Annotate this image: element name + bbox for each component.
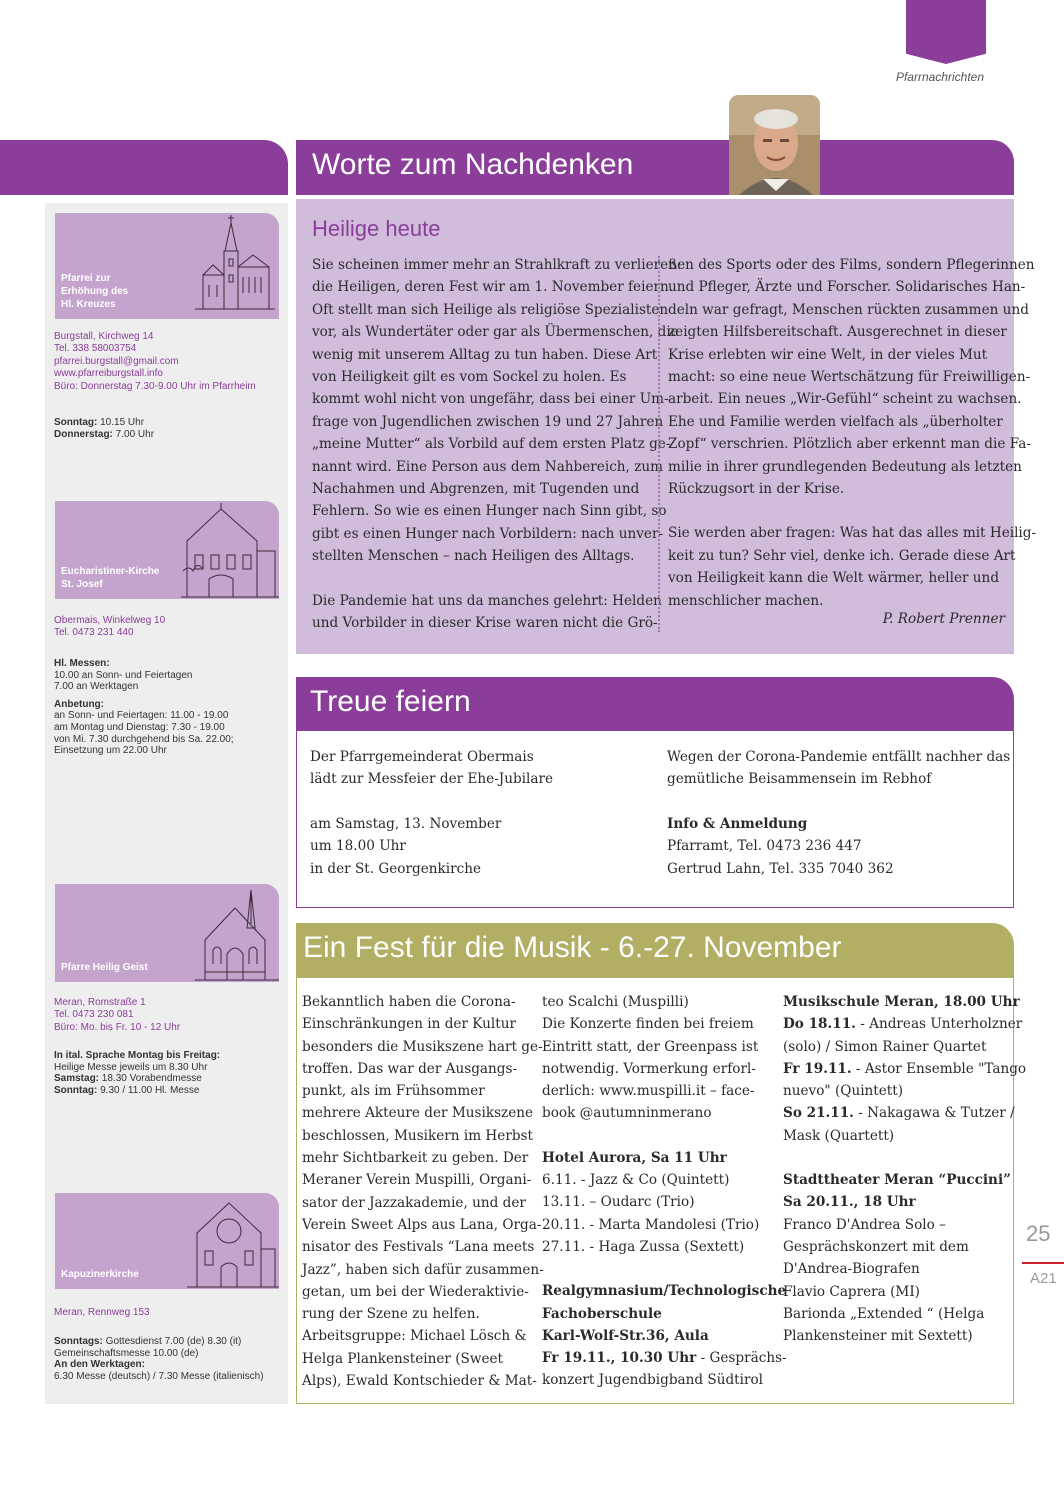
fest-line: Hotel Aurora, Sa 11 Uhr (542, 1149, 727, 1166)
treue-title: Treue feiern (310, 685, 471, 718)
column-divider (658, 256, 660, 632)
section-tab (906, 0, 986, 64)
worte-column-2: ßen des Sports oder des Films, sondern Pflegerinnen und Pfleger, Ärzte und Forscher. Solidarisches Han- deln war gefragt, Menschen rückten zusammen und zeigten Hilfsbereitschaft. Ausgerechnet in dieser Krise erlebten wir eine Welt, in der vieles Mut macht: so eine neue Wertschätzung für Freiwilligen- arbeit. Ein neues „Wir-Gefühl“ scheint zu wachsen. Ehe und Familie werden vielfach als „überholter Zopf“ verschrien. Plötzlich aber erkennt man die Fa- milie in ihrer grundlegenden Bedeutung als letzten Rückzugsort in der Krise. Sie werden aber fragen: Was hat das alles mit Heilig- keit zu tun? Sehr viel, denke ich. Gerade diese Art von Heiligkeit kann die Welt wärmer, heller und menschlicher machen. (668, 257, 1037, 609)
fest-column-3 (783, 991, 1026, 1347)
fest-line: Fr 19.11. - Astor Ensemble "Tango (783, 1060, 1027, 1077)
fest-line: Musikschule Meran, 18.00 Uhr (783, 994, 1020, 1010)
fest-line (542, 1125, 787, 1147)
gothic-church-icon (195, 884, 279, 982)
fest-line: Fachoberschule (542, 1305, 662, 1322)
fest-line (542, 1258, 787, 1280)
section-label: Pfarrnachrichten (895, 70, 984, 84)
fest-line: Flavio Caprera (MI) (783, 1283, 920, 1300)
fest-line (783, 1147, 1026, 1169)
church-name-josef: Eucharistiner-Kirche St. Josef (61, 566, 160, 590)
church-address-kapuziner: Meran, Rennweg 153 (54, 1307, 150, 1318)
fest-line: derlich: www.muspilli.it – face- (542, 1083, 755, 1100)
fest-line: Stadttheater Meran “Puccini” (783, 1172, 1011, 1189)
fest-column-2 (542, 991, 787, 1392)
fest-line: 20.11. - Marta Mandolesi (Trio) (542, 1216, 760, 1233)
portrait-image-icon (729, 95, 820, 195)
church-name-kapuziner: Kapuzinerkirche (61, 1269, 139, 1280)
church-address-kreuz: Burgstall, Kirchweg 14 Tel. 338 58003754 pfarrei.burgstall@gmail.com www.pfarreiburgstall.info Büro: Donnerstag 7.30-9.00 Uhr im Pfarrheim (54, 331, 256, 392)
fest-line: konzert Jugendbigband Südtirol (542, 1372, 764, 1389)
worte-column-1: Sie scheinen immer mehr an Strahlkraft zu verlieren: die Heiligen, deren Fest wir am 1. November feiern. Oft stellt man sich Heilige als religiöse Spezialisten vor, als Wundertäter oder gar als Übermenschen, die wenig mit unserem Alltag zu tun haben. Diese Art von Heiligkeit gilt es vom Sockel zu holen. Es kommt wohl nicht von ungefähr, dass bei einer Um- frage von Jugendlichen zwischen 19 und 27 Jahren „meine Mutter“ als Vorbild auf dem ersten Platz ge- nannt wird. Eine Person aus dem Nahbereich, zum Nachahmen und Abgrenzen, mit Tugenden und Fehlern. So wie es einen Hunger nach Sinn gibt, so gibt es einen Hunger nach Vorbildern: nach unver- stellten Menschen – nach Heiligen des Alltags. Die Pandemie hat uns da manches gelehrt: Helden und Vorbilder in dieser Krise waren nicht die Grö- (312, 257, 682, 632)
worte-subtitle: Heilige heute (312, 216, 441, 241)
fest-line: D'Andrea-Biografen (783, 1261, 920, 1278)
church-card-kreuz (55, 213, 279, 319)
author-portrait (729, 95, 820, 195)
mass-times-kapuziner: Sonntags: Gottesdienst 7.00 (de) 8.30 (it) Gemeinschaftsmesse 10.00 (de) An den Werktagen: 6.30 Messe (deutsch) / 7.30 Messe (italienisch) (54, 1336, 264, 1382)
sidebar-header-bar (0, 140, 288, 195)
church-hall-icon (181, 501, 279, 599)
worte-title: Worte zum Nachdenken (312, 148, 634, 181)
church-card-heilig-geist (55, 884, 279, 982)
treue-right-text: Wegen der Corona-Pandemie entfällt nachher das gemütliche Beisammensein im Rebhof Info & Anmeldung Pfarramt, Tel. 0473 236 447 Gertrud Lahn, Tel. 335 7040 362 (667, 749, 1011, 877)
mass-times-josef: Hl. Messen: 10.00 an Sonn- und Feiertagen 7.00 an Werktagen Anbetung: an Sonn- und Feiertagen: 11.00 - 19.00 am Montag und Dienstag: 7.30 - 19.00 von Mi. 7.30 durchgehend bis Sa. 22.00; Einsetzung um 22.00 Uhr (54, 658, 234, 757)
church-address-josef: Obermais, Winkelweg 10 Tel. 0473 231 440 (54, 615, 166, 639)
fest-line: teo Scalchi (Muspilli) (542, 994, 689, 1010)
church-name-kreuz: Pfarrei zur Erhöhung des Hl. Kreuzes (61, 273, 129, 310)
fest-line: So 21.11. - Nakagawa & Tutzer / (783, 1105, 1015, 1122)
church-sidebar (45, 203, 288, 1404)
mass-times-heilig-geist: In ital. Sprache Montag bis Freitag: Heilige Messe jeweils um 8.30 Uhr Samstag: 18.30 Vorabendmesse Sonntag: 9.30 / 11.00 Hl. Messe (54, 1050, 221, 1096)
page-number-rule (1022, 1262, 1064, 1264)
fest-line: (solo) / Simon Rainer Quartet (783, 1038, 987, 1055)
monastery-church-icon (187, 1193, 279, 1289)
mass-times-kreuz: Sonntag: 10.15 Uhr Donnerstag: 7.00 Uhr (54, 417, 155, 440)
church-address-heilig-geist: Meran, Romstraße 1 Tel. 0473 230 081 Büro: Mo. bis Fr. 10 - 12 Uhr (54, 997, 181, 1033)
website-link[interactable]: www.pfarreiburgstall.info (54, 368, 163, 380)
fest-line: Eintritt statt, der Greenpass ist (542, 1038, 759, 1055)
fest-line: book @autumninmerano (542, 1105, 712, 1122)
fest-column-1: Bekanntlich haben die Corona- Einschränkungen in der Kultur besonders die Musikszene hart ge- troffen. Das war der Ausgangs- punkt, als im Frühsommer mehrere Akteure der Musikszene beschlossen, Musikern im Herbst mehr Sichtbarkeit zu geben. Der Meraner Verein Muspilli, Organi- sator der Jazzakademie, und der Verein Sweet Alps aus Lana, Orga- nisator des Festivals “Lana meets Jazz”, haben sich dafür zusammen- getan, um bei der Wiederaktivie- rung der Szene zu helfen. Arbeitsgruppe: Michael Lösch & Helga Plankensteiner (Sweet Alps), Ewald Kontschieder & Mat- (302, 994, 544, 1390)
fest-line: Die Konzerte finden bei freiem (542, 1016, 754, 1033)
fest-line: 27.11. - Haga Zussa (Sextett) (542, 1238, 745, 1255)
church-name-heilig-geist: Pfarre Heilig Geist (61, 962, 148, 973)
article-author: P. Robert Prenner (882, 611, 1005, 627)
page-number: 25 (1026, 1221, 1051, 1246)
fest-line: Plankensteiner mit Sextett) (783, 1328, 973, 1345)
fest-line: Franco D'Andrea Solo – (783, 1216, 946, 1233)
fest-line: Fr 19.11., 10.30 Uhr - Gesprächs- (542, 1350, 787, 1367)
church-card-kapuziner (55, 1193, 279, 1289)
treue-left-text: Der Pfarrgemeinderat Obermais lädt zur Messfeier der Ehe-Jubilare am Samstag, 13. November um 18.00 Uhr in der St. Georgenkirche (310, 749, 554, 877)
page-code: A21 (1030, 1270, 1057, 1287)
fest-line: 6.11. - Jazz & Co (Quintett) (542, 1172, 730, 1189)
fest-line: Sa 20.11., 18 Uhr (783, 1194, 916, 1211)
email-link[interactable]: pfarrei.burgstall@gmail.com (54, 355, 179, 367)
fest-line: nuevo" (Quintett) (783, 1083, 904, 1100)
fest-line: Mask (Quartett) (783, 1127, 895, 1144)
fest-line: Realgymnasium/Technologische (542, 1283, 787, 1300)
fest-line: Gesprächskonzert mit dem (783, 1238, 969, 1255)
info-label: Info & Anmeldung (667, 815, 808, 832)
fest-line: Karl-Wolf-Str.36, Aula (542, 1327, 709, 1344)
fest-title: Ein Fest für die Musik - 6.-27. November (303, 931, 842, 964)
fest-line: notwendig. Vormerkung erforl- (542, 1060, 756, 1077)
fest-line: 13.11. – Oudarc (Trio) (542, 1194, 695, 1211)
fest-line: Barionda „Extended “ (Helga (783, 1305, 985, 1322)
church-tower-icon (191, 213, 277, 319)
fest-line: Do 18.11. - Andreas Unterholzner (783, 1016, 1023, 1033)
church-card-josef (55, 501, 279, 599)
